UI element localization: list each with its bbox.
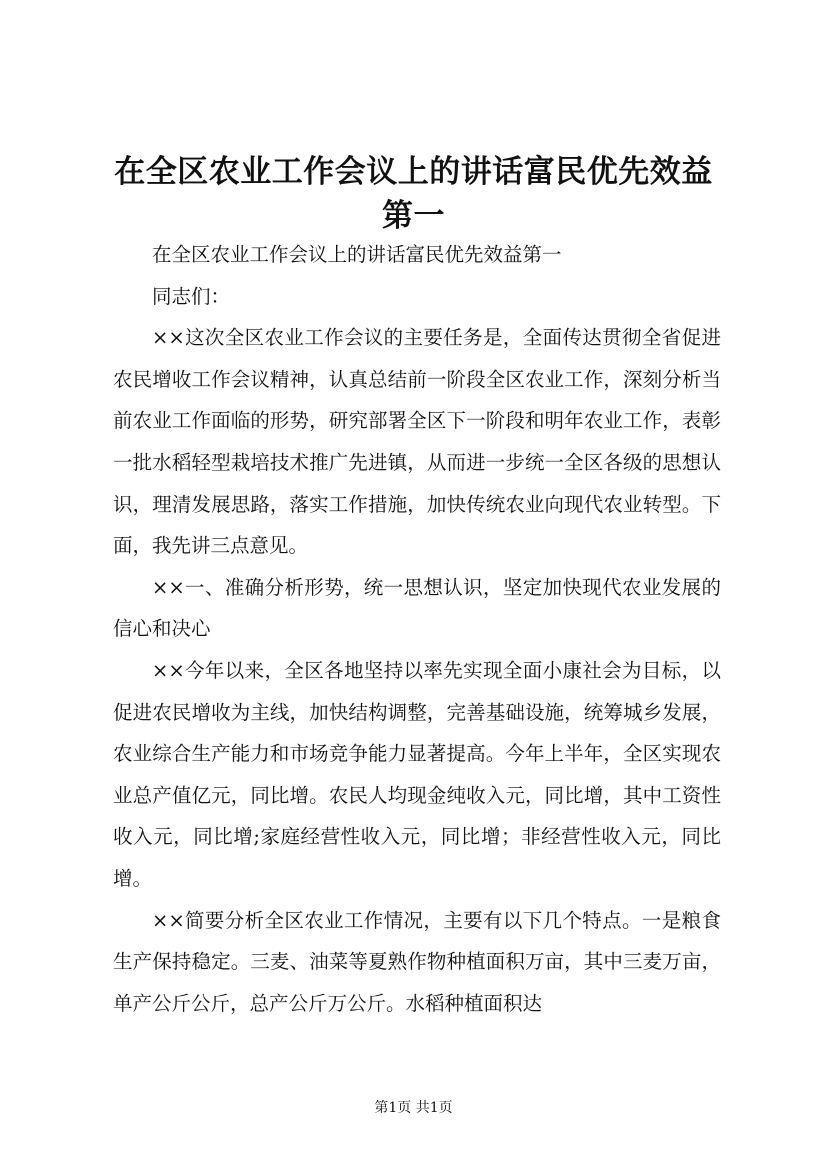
paragraph-intro: ××这次全区农业工作会议的主要任务是，全面传达贯彻全省促进农民增收工作会议精神，认真总结前一阶段全区农业工作，深刻分析当前农业工作面临的形势，研究部署全区下一阶段和明年农业工作，表彰一批水稻轻型栽培技术推广先进镇，从而进一步统一全区各级的思想认识，理清发展思路，落实工作措施，加快传统农业向现代农业转型。下面，我先讲三点意见。 [113,326,721,558]
document-body [113,234,721,1024]
document-title: 在全区农业工作会议上的讲话富民优先效益第一 [114,154,713,234]
paragraph-overview: ××今年以来，全区各地坚持以率先实现全面小康社会为目标，以促进农民增收为主线，加快结构调整，完善基础设施，统筹城乡发展，农业综合生产能力和市场竞争能力显著提高。今年上半年，全区实现农业总产值亿元，同比增。农民人均现金纯收入元，同比增，其中工资性收入元，同比增;家庭经营性收入元，同比增；非经营性收入元，同比增。 [113,658,721,890]
paragraph-heading-one: ××一、准确分析形势，统一思想认识，坚定加快现代农业发展的信心和决心 [113,575,721,641]
paragraph-salutation: 同志们： [152,284,231,308]
paragraph-analysis: ××简要分析全区农业工作情况，主要有以下几个特点。一是粮食生产保持稳定。三麦、油菜等夏熟作物种植面积万亩，其中三麦万亩，单产公斤公斤，总产公斤万公斤。水稻种植面积达 [113,908,721,1015]
paragraph-subtitle: 在全区农业工作会议上的讲话富民优先效益第一 [152,243,562,266]
page-number: 第1页 共1页 [374,1100,453,1116]
